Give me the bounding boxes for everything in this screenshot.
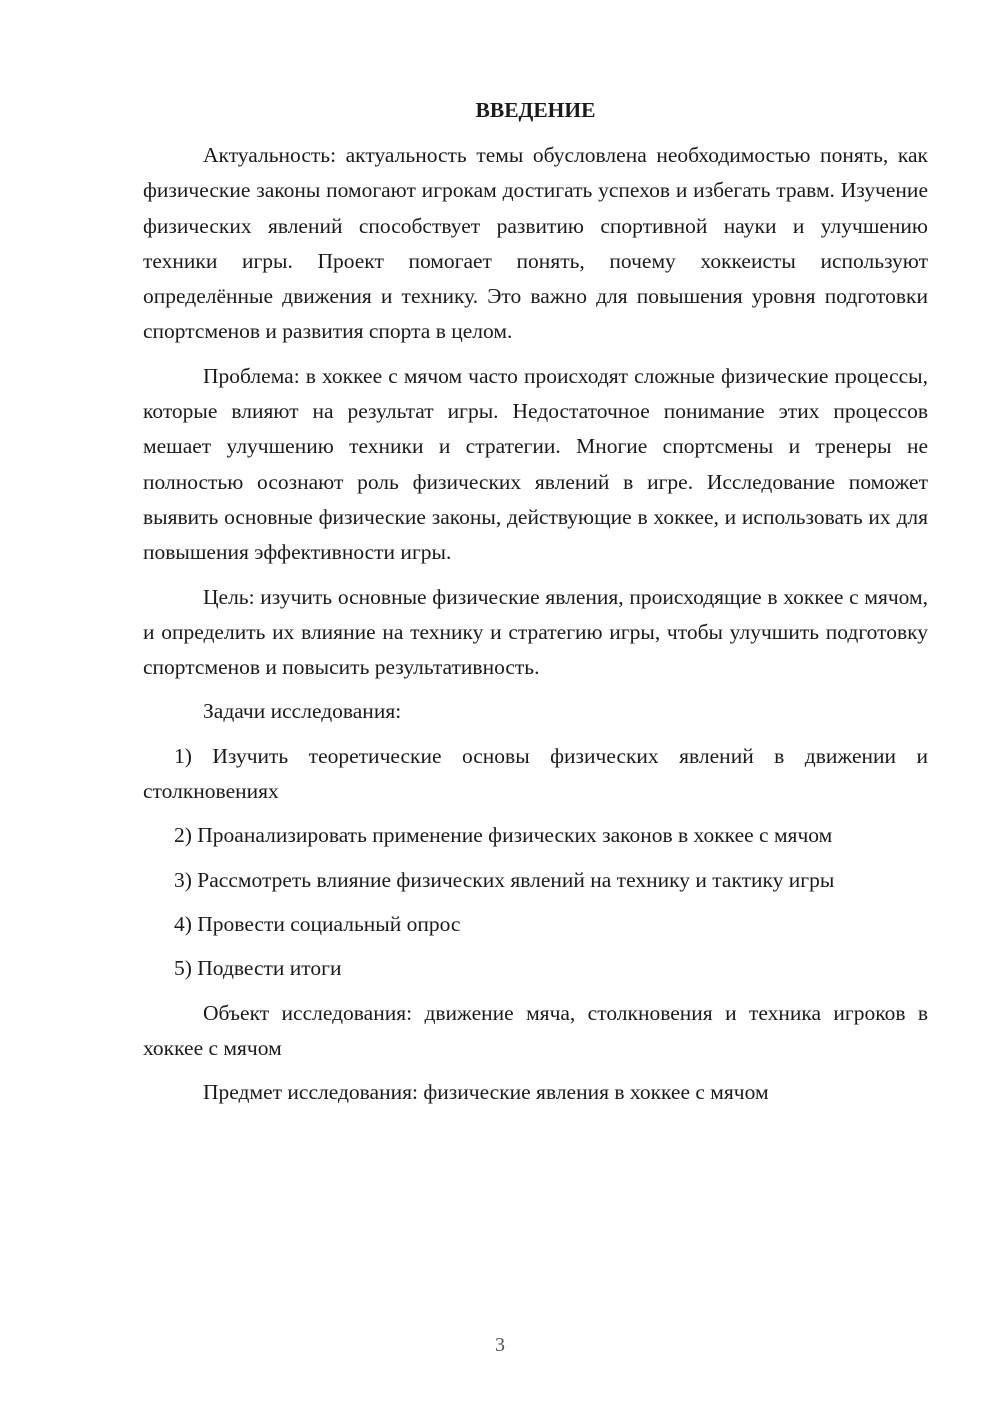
tasks-heading: Задачи исследования: xyxy=(203,699,402,724)
relevance-paragraph: Актуальность: актуальность темы обусловлена необходимостью понять, как физические законы помогают игрокам достигать успехов и избегать травм. Изучение физических явлений способствует развитию спортивной науки и улучшению техники игры. Проект помогает понять, почему хоккеисты используют определённые движения и технику. Это важно для повышения уровня подготовки спортсменов и развития спорта в целом. xyxy=(143,143,928,344)
task-item-3: 3) Рассмотреть влияние физических явлений на технику и тактику игры xyxy=(174,867,835,892)
task-item-2: 2) Проанализировать применение физических законов в хоккее с мячом xyxy=(174,823,833,848)
document-page xyxy=(143,94,928,1119)
task-item-4: 4) Провести социальный опрос xyxy=(174,911,461,936)
subject-paragraph: Предмет исследования: физические явления в хоккее с мячом xyxy=(203,1080,769,1105)
task-item-1: 1) Изучить теоретические основы физических явлений в движении и столкновениях xyxy=(143,743,928,804)
goal-paragraph: Цель: изучить основные физические явления, происходящие в хоккее с мячом, и определить их влияние на технику и стратегию игры, чтобы улучшить подготовку спортсменов и повысить результативность. xyxy=(143,584,928,680)
page-title: ВВЕДЕНИЕ xyxy=(475,98,596,122)
problem-paragraph: Проблема: в хоккее с мячом часто происходят сложные физические процессы, которые влияют на результат игры. Недостаточное понимание этих процессов мешает улучшению техники и стратегии. Многие спортсмены и тренеры не полностью осознают роль физических явлений в игре. Исследование поможет выявить основные физические законы, действующие в хоккее, и использовать их для повышения эффективности игры. xyxy=(143,363,928,565)
object-paragraph: Объект исследования: движение мяча, столкновения и техника игроков в хоккее с мячом xyxy=(143,1000,928,1060)
task-item-5: 5) Подвести итоги xyxy=(174,956,342,981)
page-number: 3 xyxy=(495,1334,505,1356)
